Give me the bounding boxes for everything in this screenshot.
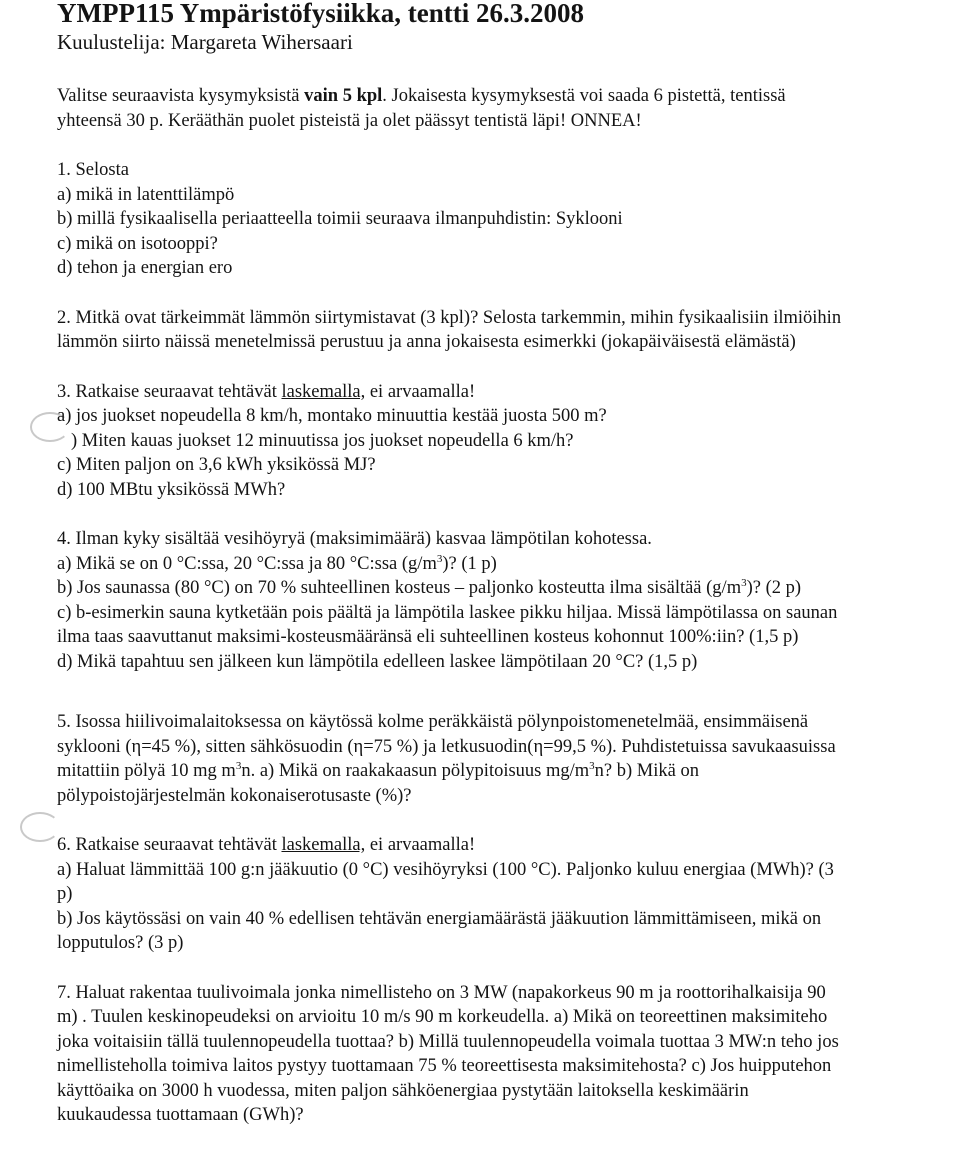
instructions-line-1: Valitse seuraavista kysymyksistä vain 5 kpl. Jokaisesta kysymyksestä voi saada 6 pistettä, tentissä [57,86,786,106]
q6-part-a-cont: p) [57,884,73,904]
question-2 [57,306,950,355]
underlined-word: laskemalla, [281,835,366,855]
q7-line-1: 7. Haluat rakentaa tuulivoimala jonka nimellisteho on 3 MW (napakorkeus 90 m ja roottorihalkaisija 90 [57,982,826,1003]
q6-part-a: a) Haluat lämmittää 100 g:n jääkuutio (0 °C) vesihöyryksi (100 °C). Paljonko kuluu energiaa (MWh)? (3 [57,859,834,880]
q5-line-1: 5. Isossa hiilivoimalaitoksessa on käytössä kolme peräkkäistä pölynpoistomenetelmää, ensimmäisenä [57,712,809,732]
q6-part-b-cont: lopputulos? (3 p) [57,933,184,953]
pencil-circle-mark-q6 [20,812,60,842]
q7-line-6: kuukaudessa tuottamaan (GWh)? [57,1105,304,1125]
q2-line-2: lämmön siirto näissä menetelmissä perustuu ja anna jokaisesta esimerkki (jokapäiväisestä elämästä) [57,332,796,352]
q1-part-a: a) mikä in latenttilämpö [57,184,235,205]
q1-part-d: d) tehon ja energian ero [57,258,233,278]
bold-limit: vain 5 kpl [304,86,383,106]
underlined-word: laskemalla, [281,381,366,402]
q3-part-d: d) 100 MBtu yksikössä MWh? [57,479,286,500]
q7-line-5: käyttöaika on 3000 h vuodessa, miten paljon sähköenergiaa pystytään laitoksella keskimäärin [57,1080,749,1101]
question-5 [57,710,950,808]
question-1 [57,158,950,281]
examiner-line: Kuulustelija: Margareta Wihersaari [57,30,353,54]
q3-part-a: a) jos juokset nopeudella 8 km/h, montako minuuttia kestää juosta 500 m? [57,406,607,426]
question-4 [57,527,950,674]
q3-part-c: c) Miten paljon on 3,6 kWh yksikössä MJ? [57,455,376,475]
q4-part-b: b) Jos saunassa (80 °C) on 70 % suhteellinen kosteus – paljonko kosteutta ilma sisältää $(g/m^3)$? (2 p) [57,576,802,598]
q5-line-2: syklooni (η=45 %), sitten sähkösuodin (η=75 %) ja letkusuodin(η=99,5 %). Puhdistetuissa savukaasuissa [57,736,836,757]
q4-part-d: d) Mikä tapahtuu sen jälkeen kun lämpötila edelleen laskee lämpötilaan 20 °C? (1,5 p) [57,651,698,672]
instructions-line-2: yhteensä 30 p. Kerääthän puolet pisteistä ja olet päässyt tentistä läpi! ONNEA! [57,110,642,131]
q3-heading: 3. Ratkaise seuraavat tehtävät laskemalla, ei arvaamalla! [57,381,476,402]
q2-line-1: 2. Mitkä ovat tärkeimmät lämmön siirtymistavat (3 kpl)? Selosta tarkemmin, mihin fysikaalisiin ilmiöihin [57,307,842,328]
q7-line-4: nimellisteholla toimiva laitos pystyy tuottamaan 75 % teoreettisesta maksimitehosta? c) Jos huipputehon [57,1056,832,1076]
question-3 [57,380,950,503]
q7-line-3: joka voitaisiin tällä tuulennopeudella tuottaa? b) Millä tuulennopeudella voimala tuottaa 3 MW:n teho jos [57,1031,839,1052]
q6-heading: 6. Ratkaise seuraavat tehtävät laskemalla, ei arvaamalla! [57,835,476,855]
exam-body [57,84,950,1153]
q7-line-2: m) . Tuulen keskinopeudeksi on arvioitu 10 m/s 90 m korkeudella. a) Mikä on teoreettinen maksimiteho [57,1007,828,1027]
q4-heading: 4. Ilman kyky sisältää vesihöyryä (maksimimäärä) kasvaa lämpötilan kohotessa. [57,529,652,549]
q1-part-c: c) mikä on isotooppi? [57,233,218,254]
q4-part-a: a) Mikä se on 0 °C:ssa, 20 °C:ssa ja 80 °C:ssa $(g/m^3)$? (1 p) [57,552,497,574]
q5-line-3: mitattiin pölyä 10 mg $m^3n$. a) Mikä on raakakaasun pölypitoisuus $mg/m^3n$? b) Mikä on [57,759,699,781]
question-6 [57,833,950,956]
q1-part-b: b) millä fysikaalisella periaatteella toimii seuraava ilmanpuhdistin: Syklooni [57,209,623,229]
q3-part-b: ) Miten kauas juokset 12 minuutissa jos juokset nopeudella 6 km/h? [71,430,574,451]
q5-line-4: pölypoistojärjestelmän kokonaiserotusaste (%)? [57,785,412,806]
instructions [57,84,950,133]
q6-part-b: b) Jos käytössäsi on vain 40 % edellisen tehtävän energiamäärästä jääkuution lämmittämiseen, mikä on [57,908,822,929]
exam-title: YMPP115 Ympäristöfysiikka, tentti 26.3.2008 [57,0,584,28]
q1-heading: 1. Selosta [57,160,129,180]
q4-part-c: c) b-esimerkin sauna kytketään pois päältä ja lämpötila laskee pikku hiljaa. Missä lämpötilassa on saunan [57,602,838,623]
q4-part-c-cont: ilma taas saavuttanut maksimi-kosteusmääränsä eli suhteellinen kosteus kohonnut 100%:iin? (1,5 p) [57,627,799,647]
question-7 [57,981,950,1128]
